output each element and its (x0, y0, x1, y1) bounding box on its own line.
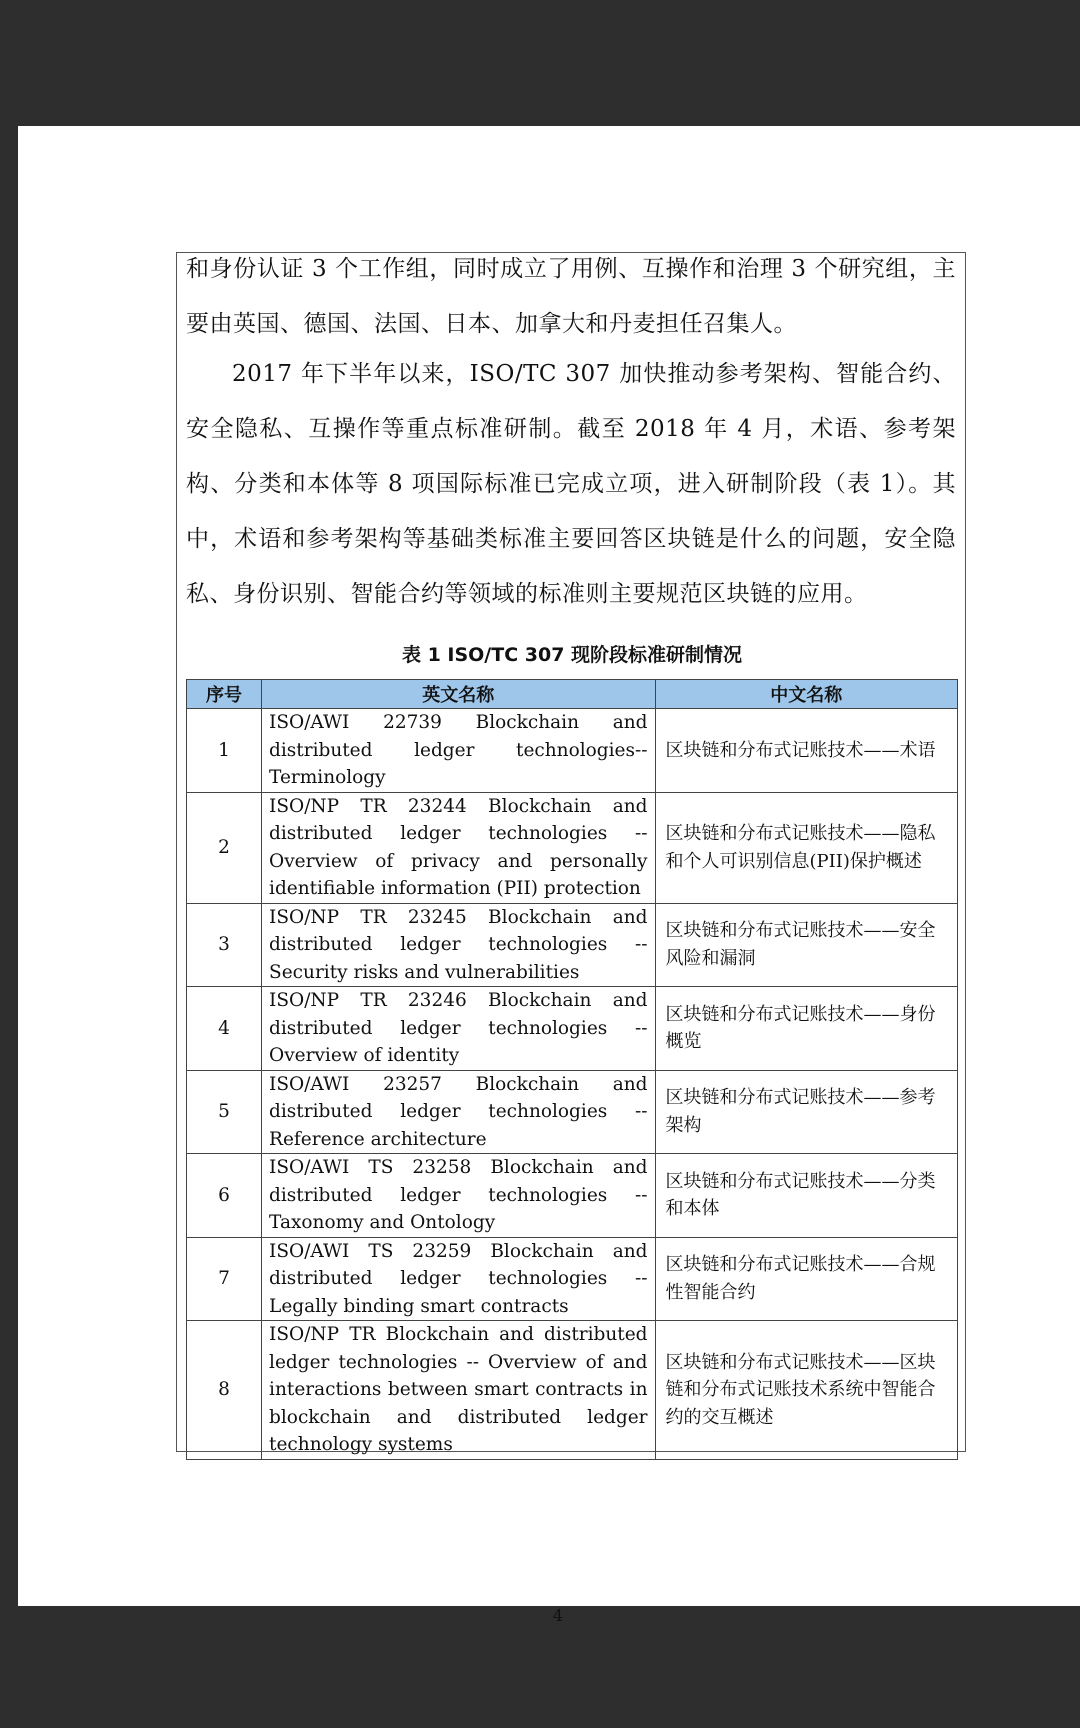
table-row (187, 1154, 958, 1238)
row-english-name: ISO/AWI 23257 Blockchain and distributed ledger technologies -- Reference architecture (262, 1070, 655, 1154)
header-english-name: 英文名称 (262, 680, 655, 709)
row-number: 7 (187, 1237, 262, 1321)
row-english-name: ISO/NP TR 23246 Blockchain and distributed ledger technologies -- Overview of identity (262, 987, 655, 1071)
row-english-name: ISO/NP TR 23245 Blockchain and distributed ledger technologies -- Security risks and vulnerabilities (262, 903, 655, 987)
table-row (187, 1070, 958, 1154)
row-chinese-name: 区块链和分布式记账技术——隐私和个人可识别信息(PII)保护概述 (655, 792, 958, 903)
row-number: 1 (187, 709, 262, 793)
header-no: 序号 (187, 680, 262, 709)
table-row (187, 792, 958, 903)
row-number: 6 (187, 1154, 262, 1238)
table-row (187, 903, 958, 987)
page-number: 4 (552, 1606, 564, 1625)
table-header-row (187, 680, 958, 709)
row-english-name: ISO/AWI TS 23258 Blockchain and distributed ledger technologies -- Taxonomy and Ontology (262, 1154, 655, 1238)
row-chinese-name: 区块链和分布式记账技术——术语 (655, 709, 958, 793)
row-chinese-name: 区块链和分布式记账技术——分类和本体 (655, 1154, 958, 1238)
paragraph-2: 2017 年下半年以来，ISO/TC 307 加快推动参考架构、智能合约、安全隐私、互操作等重点标准研制。截至 2018 年 4 月，术语、参考架构、分类和本体等 8 项国际标准已完成立项，进入研制阶段（表 1）。其中，术语和参考架构等基础类标准主要回答区块链是什么的问题，安全隐私、身份识别、智能合约等领域的标准则主要规范区块链的应用。 (186, 361, 956, 607)
row-chinese-name: 区块链和分布式记账技术——区块链和分布式记账技术系统中智能合约的交互概述 (655, 1321, 958, 1460)
row-number: 3 (187, 903, 262, 987)
row-number: 5 (187, 1070, 262, 1154)
standards-table (186, 679, 958, 1460)
table-caption: 表 1 ISO/TC 307 现阶段标准研制情况 (401, 644, 743, 666)
row-chinese-name: 区块链和分布式记账技术——安全风险和漏洞 (655, 903, 958, 987)
table-row (187, 987, 958, 1071)
row-english-name: ISO/AWI TS 23259 Blockchain and distributed ledger technologies -- Legally binding smart contracts (262, 1237, 655, 1321)
row-number: 4 (187, 987, 262, 1071)
row-english-name: ISO/AWI 22739 Blockchain and distributed ledger technologies--Terminology (262, 709, 655, 793)
row-english-name: ISO/NP TR Blockchain and distributed ledger technologies -- Overview of and interactions between smart contracts in blockchain and distributed ledger technology systems (262, 1321, 655, 1460)
row-chinese-name: 区块链和分布式记账技术——参考架构 (655, 1070, 958, 1154)
paragraph-1: 和身份认证 3 个工作组，同时成立了用例、互操作和治理 3 个研究组，主要由英国、德国、法国、日本、加拿大和丹麦担任召集人。 (186, 256, 956, 337)
row-chinese-name: 区块链和分布式记账技术——身份概览 (655, 987, 958, 1071)
table-row (187, 709, 958, 793)
row-number: 8 (187, 1321, 262, 1460)
row-number: 2 (187, 792, 262, 903)
table-row (187, 1321, 958, 1460)
row-chinese-name: 区块链和分布式记账技术——合规性智能合约 (655, 1237, 958, 1321)
table-row (187, 1237, 958, 1321)
header-chinese-name: 中文名称 (655, 680, 958, 709)
document-page (18, 126, 1080, 1625)
row-english-name: ISO/NP TR 23244 Blockchain and distributed ledger technologies -- Overview of privacy and personally identifiable information (PII) protection (262, 792, 655, 903)
